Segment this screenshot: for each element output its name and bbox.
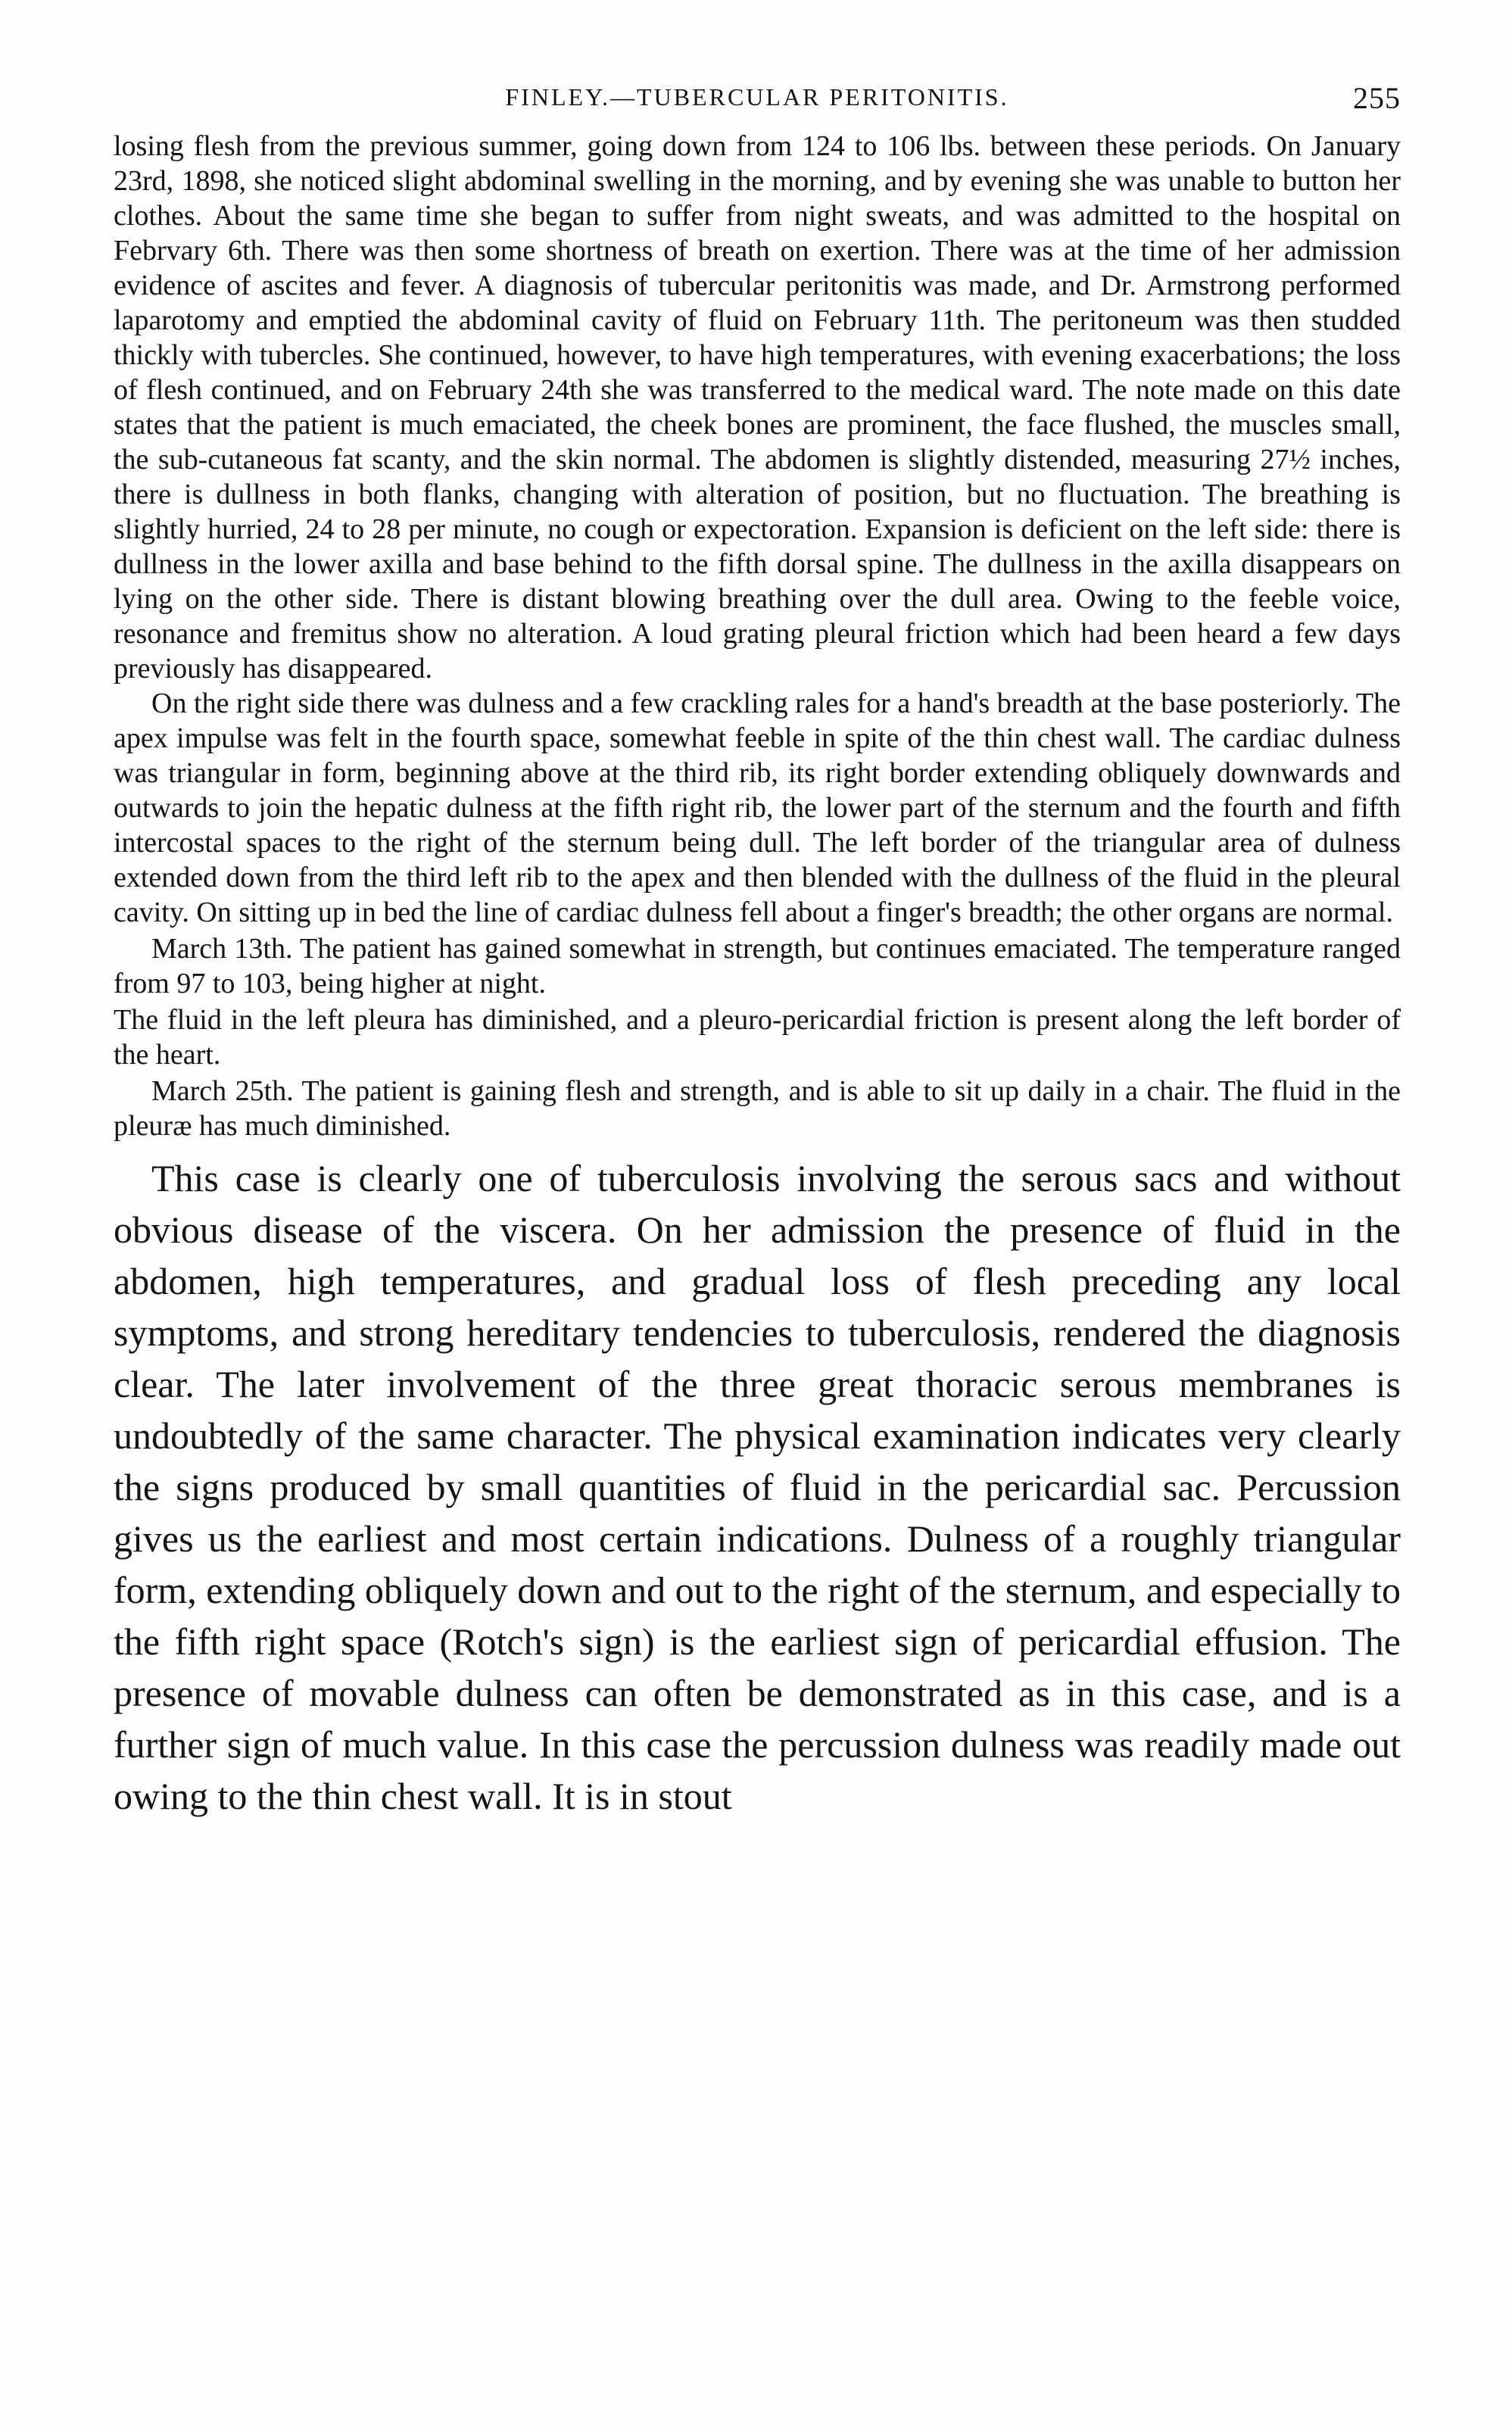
left-pleura-note: The fluid in the left pleura has diminished, and a pleuro-pericardial friction is present along the left border of the heart. <box>114 1004 1401 1071</box>
running-head <box>114 76 1401 129</box>
right-side-findings-paragraph: On the right side there was dulness and a few crackling rales for a hand's breadth at the base posteriorly. The apex impulse was felt in the fourth space, somewhat feeble in spite of the thin chest wall. The cardiac dulness was triangular in form, beginning above at the third rib, its right border extending obliquely downwards and outwards to join the hepatic dulness at the fifth right rib, the lower part of the sternum and the fourth and fifth intercostal spaces to the right of the sternum being dull. The left border of the triangular area of dulness extended down from the third left rib to the apex and then blended with the dullness of the fluid in the pleural cavity. On sitting up in bed the line of cardiac dulness fell about a finger's breadth; the other organs are normal. <box>114 688 1401 928</box>
discussion-paragraph: This case is clearly one of tuberculosis involving the serous sacs and without obvious disease of the viscera. On her admission the presence of fluid in the abdomen, high temperatures, and gradual loss of flesh preceding any local symptoms, and strong hereditary tendencies to tuberculosis, rendered the diagnosis clear. The later involvement of the three great thoracic serous membranes is undoubtedly of the same character. The physical examination indicates very clearly the signs produced by small quantities of fluid in the pericardial sac. Percussion gives us the earliest and most certain indications. Dulness of a roughly triangular form, extending obliquely down and out to the right of the sternum, and especially to the fifth right space (Rotch's sign) is the earliest sign of pericardial effusion. The presence of movable dulness can often be demonstrated as in this case, and is a further sign of much value. In this case the percussion dulness was readily made out owing to the thin chest wall. It is in stout <box>114 1157 1401 1817</box>
march-25-note: March 25th. The patient is gaining flesh and strength, and is able to sit up daily in a chair. The fluid in the pleuræ has much diminished. <box>114 1075 1401 1142</box>
page-number: 255 <box>1353 81 1401 115</box>
march-13-note: March 13th. The patient has gained somewhat in strength, but continues emaciated. The temperature ranged from 97 to 103, being higher at night. <box>114 933 1401 999</box>
running-title: FINLEY.—TUBERCULAR PERITONITIS. <box>505 83 1009 111</box>
journal-page <box>114 76 1401 2393</box>
case-history-paragraph: losing flesh from the previous summer, going down from 124 to 106 lbs. between these periods. On January 23rd, 1898, she noticed slight abdominal swelling in the morning, and by evening she was unable to button her clothes. About the same time she began to suffer from night sweats, and was admitted to the hospital on Febrvary 6th. There was then some shortness of breath on exertion. There was at the time of her admission evidence of ascites and fever. A diagnosis of tubercular peritonitis was made, and Dr. Armstrong performed laparotomy and emptied the abdominal cavity of fluid on February 11th. The peritoneum was then studded thickly with tubercles. She continued, however, to have high temperatures, with evening exacerbations; the loss of flesh continued, and on February 24th she was transferred to the medical ward. The note made on this date states that the patient is much emaciated, the cheek bones are prominent, the face flushed, the muscles small, the sub-cutaneous fat scanty, and the skin normal. The abdomen is slightly distended, measuring 27½ inches, there is dullness in both flanks, changing with alteration of position, but no fluctuation. The breathing is slightly hurried, 24 to 28 per minute, no cough or expectoration. Expansion is deficient on the left side: there is dullness in the lower axilla and base behind to the fifth dorsal spine. The dullness in the axilla disappears on lying on the other side. There is distant blowing breathing over the dull area. Owing to the feeble voice, resonance and fremitus show no alteration. A loud grating pleural friction which had been heard a few days previously has disappeared. <box>114 130 1401 684</box>
